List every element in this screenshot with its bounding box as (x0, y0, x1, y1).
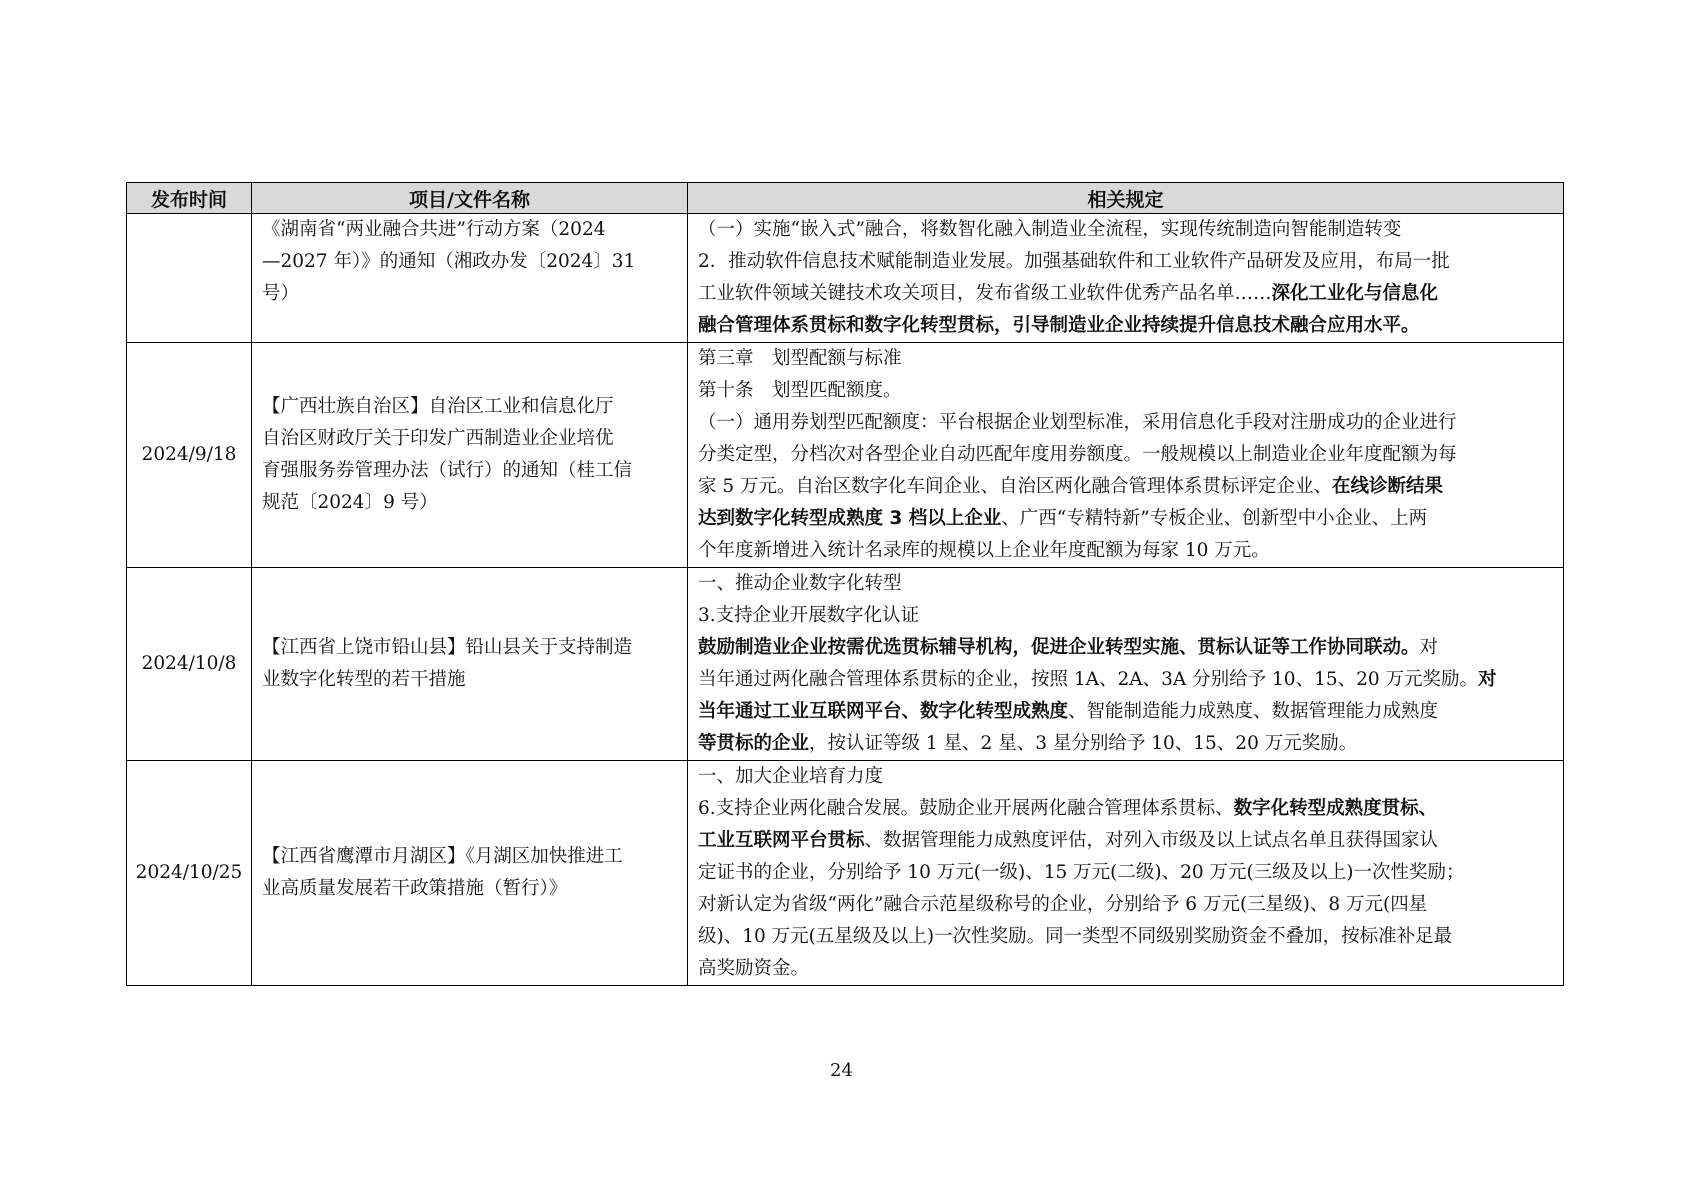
rule-line (698, 664, 1553, 696)
rule-line (698, 953, 1553, 985)
rule-line (698, 728, 1553, 760)
rule-line (698, 600, 1553, 632)
rule-text: （一）实施“嵌入式”融合，将数智化融入制造业全流程，实现传统制造向智能制造转变 (698, 219, 1402, 240)
rule-text: 分类定型，分档次对各型企业自动匹配年度用券额度。一般规模以上制造业企业年度配额为每 (698, 444, 1457, 465)
file-name-line: 规范〔2024〕9 号） (262, 492, 438, 513)
rule-text: 当年通过两化融合管理体系贯标的企业，按照 1A、2A、3A 分别给予 10、15、20 万元奖励。 (698, 669, 1479, 690)
rule-text-bold: 鼓励制造业企业按需优选贯标辅导机构，促进企业转型实施、贯标认证等工作协同联动。 (698, 637, 1420, 658)
table-row (127, 343, 1564, 568)
header-rules: 相关规定 (688, 183, 1564, 214)
cell-related-rules (688, 343, 1564, 568)
table-header-row (127, 183, 1564, 214)
file-name-line: 【江西省鹰潭市月湖区】《月湖区加快推进工 (262, 846, 623, 867)
rule-line (698, 278, 1553, 310)
rule-line (698, 310, 1553, 342)
cell-file-name (252, 343, 688, 568)
rule-text: 高奖励资金。 (698, 958, 810, 979)
cell-related-rules (688, 568, 1564, 761)
file-name-line: 自治区财政厅关于印发广西制造业企业培优 (262, 428, 614, 449)
cell-file-name (252, 568, 688, 761)
rule-text: 级)、10 万元(五星级及以上)一次性奖励。同一类型不同级别奖励资金不叠加，按标准补足最 (698, 926, 1453, 947)
rule-text: （一）通用券划型匹配额度：平台根据企业划型标准，采用信息化手段对注册成功的企业进行 (698, 412, 1457, 433)
cell-date: 2024/10/25 (127, 761, 252, 986)
cell-file-name (252, 761, 688, 986)
rule-line (698, 503, 1553, 535)
rule-line (698, 246, 1553, 278)
cell-related-rules (688, 761, 1564, 986)
rule-text: 对 (1419, 637, 1439, 658)
rule-text: 定证书的企业，分别给予 10 万元(一级)、15 万元(二级)、20 万元(三级及以上)一次性奖励； (698, 862, 1465, 883)
rule-line (698, 343, 1553, 375)
cell-date: 2024/9/18 (127, 343, 252, 568)
rule-text-bold: 数字化转型成熟度贯标、 (1233, 798, 1438, 819)
rule-text: 6.支持企业两化融合发展。鼓励企业开展两化融合管理体系贯标、 (698, 798, 1234, 819)
file-name-line: 【江西省上饶市铅山县】铅山县关于支持制造 (262, 637, 633, 658)
rule-line (698, 761, 1553, 793)
file-name-line: 号） (262, 283, 300, 304)
rule-text-bold: 当年通过工业互联网平台、数字化转型成熟度 (698, 701, 1069, 722)
file-name-line: 业数字化转型的若干措施 (262, 669, 466, 690)
rule-line (698, 439, 1553, 471)
rule-text: 对新认定为省级“两化”融合示范星级称号的企业，分别给予 6 万元(三星级)、8 万元(四星 (698, 894, 1428, 915)
file-name-line: 育强服务券管理办法（试行）的通知（桂工信 (262, 460, 633, 481)
rule-text: 3.支持企业开展数字化认证 (698, 605, 920, 626)
rule-line (698, 471, 1553, 503)
file-name-line: 【广西壮族自治区】自治区工业和信息化厅 (262, 396, 614, 417)
cell-file-name (252, 214, 688, 343)
rule-text-bold: 在线诊断结果 (1332, 476, 1444, 497)
rule-line (698, 889, 1553, 921)
rule-text-bold: 工业互联网平台贯标 (698, 830, 865, 851)
rule-line (698, 696, 1553, 728)
rule-line (698, 568, 1553, 600)
rule-line (698, 375, 1553, 407)
rule-text-bold: 对 (1478, 669, 1497, 690)
cell-related-rules (688, 214, 1564, 343)
rule-text: 工业软件领域关键技术攻关项目，发布省级工业软件优秀产品名单…… (698, 283, 1272, 304)
header-date: 发布时间 (127, 183, 252, 214)
file-name-line: 《湖南省“两业融合共进”行动方案（2024 (262, 219, 606, 240)
file-name-line: 业高质量发展若干政策措施（暂行）》 (262, 878, 568, 899)
file-name-line: —2027 年）》的通知（湘政办发〔2024〕31 (262, 251, 636, 272)
cell-date (127, 214, 252, 343)
cell-date: 2024/10/8 (127, 568, 252, 761)
rule-text: 个年度新增进入统计名录库的规模以上企业年度配额为每家 10 万元。 (698, 540, 1270, 561)
rule-text: 、广西“专精特新”专板企业、创新型中小企业、上两 (1001, 508, 1428, 529)
rule-text: 第十条 划型匹配额度。 (698, 380, 902, 401)
rule-text-bold: 融合管理体系贯标和数字化转型贯标，引导制造业企业持续提升信息技术融合应用水平。 (698, 315, 1420, 336)
rule-text-bold: 等贯标的企业 (698, 733, 810, 754)
rule-text: ，按认证等级 1 星、2 星、3 星分别给予 10、15、20 万元奖励。 (809, 733, 1358, 754)
header-name: 项目/文件名称 (252, 183, 688, 214)
rule-line (698, 214, 1553, 246)
rule-text-bold: 深化工业化与信息化 (1271, 283, 1439, 304)
rule-line (698, 793, 1553, 825)
rule-text: 家 5 万元。自治区数字化车间企业、自治区两化融合管理体系贯标评定企业、 (698, 476, 1333, 497)
rule-text: 第三章 划型配额与标准 (698, 348, 902, 369)
rule-text: 、数据管理能力成熟度评估，对列入市级及以上试点名单且获得国家认 (864, 830, 1439, 851)
rule-line (698, 857, 1553, 889)
rule-line (698, 407, 1553, 439)
rule-line (698, 535, 1553, 567)
rule-line (698, 825, 1553, 857)
rule-text: 、智能制造能力成熟度、数据管理能力成熟度 (1068, 701, 1439, 722)
rule-text: 一、推动企业数字化转型 (698, 573, 902, 594)
table-body (127, 214, 1564, 986)
rule-text: 2．推动软件信息技术赋能制造业发展。加强基础软件和工业软件产品研发及应用，布局一批 (698, 251, 1450, 272)
table-row (127, 568, 1564, 761)
table-row (127, 214, 1564, 343)
rule-line (698, 921, 1553, 953)
rule-text-bold: 达到数字化转型成熟度 3 档以上企业 (698, 508, 1002, 529)
page-number: 24 (830, 1060, 853, 1081)
policy-table (126, 182, 1564, 986)
rule-text: 一、加大企业培育力度 (698, 766, 884, 787)
table-row (127, 761, 1564, 986)
rule-line (698, 632, 1553, 664)
